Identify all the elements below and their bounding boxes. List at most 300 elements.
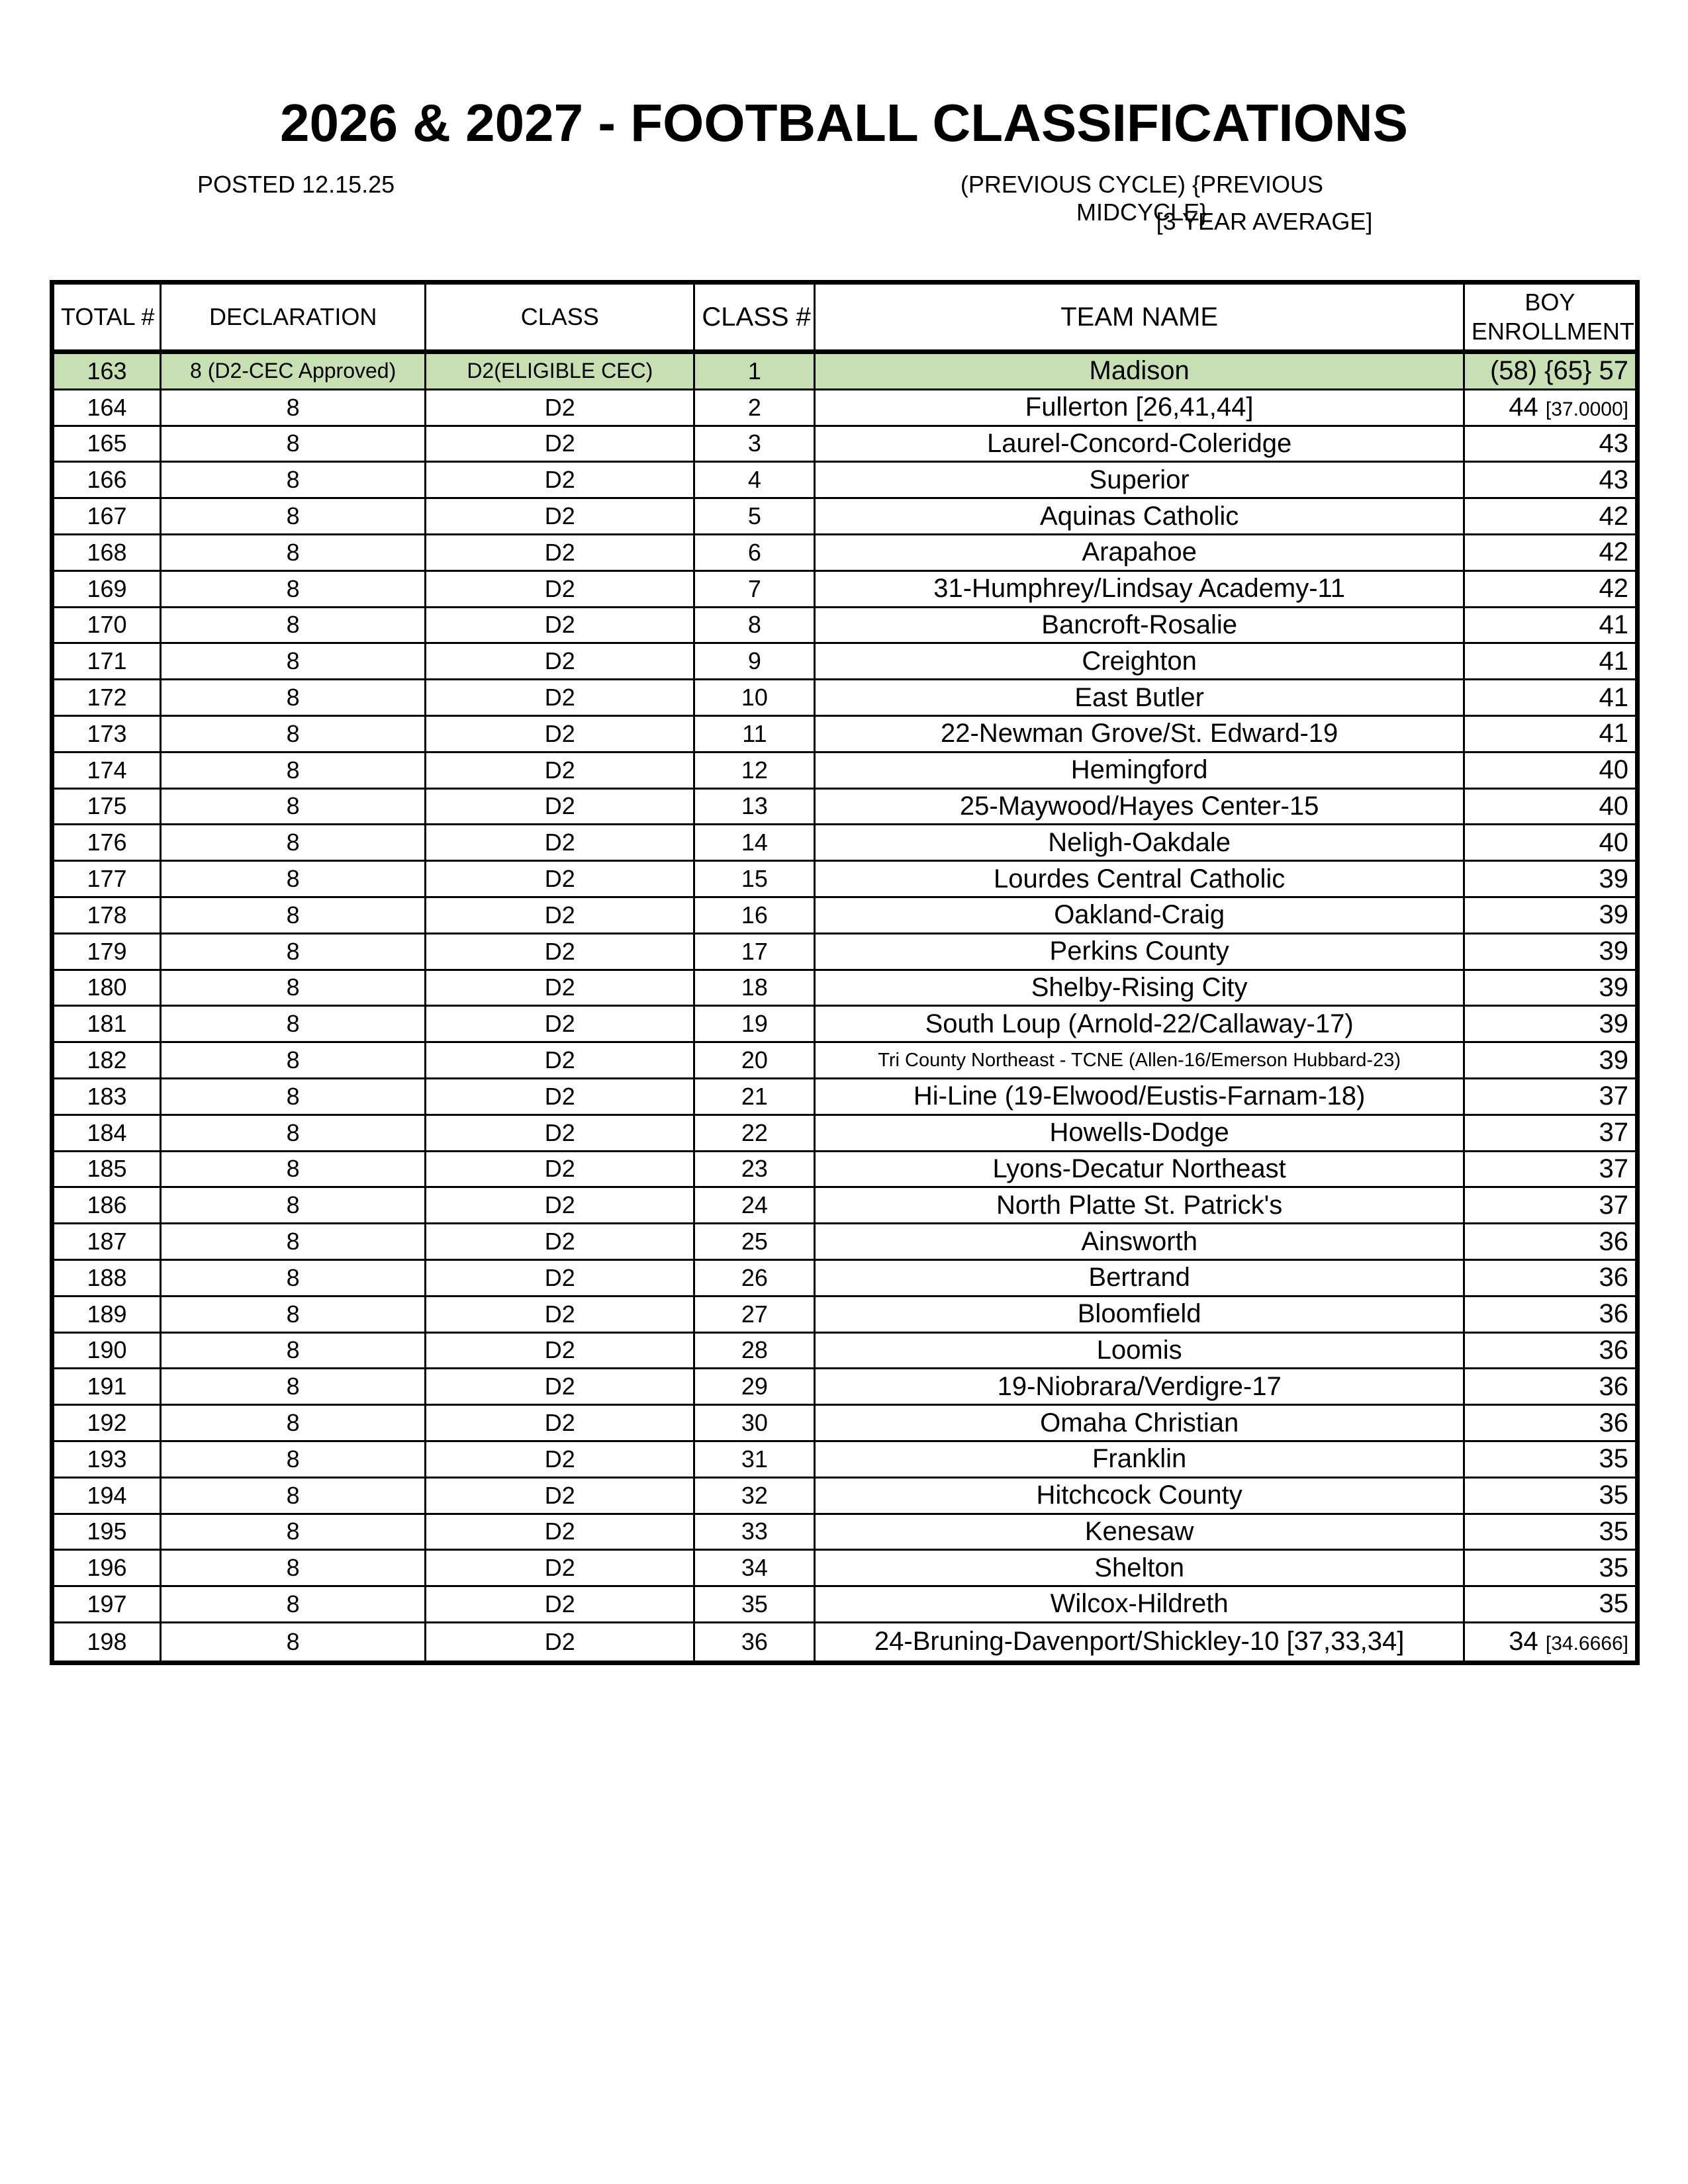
cell-enrollment bbox=[1464, 861, 1637, 897]
enrollment-value: 35 bbox=[1599, 1589, 1628, 1619]
cell-class-num: 2 bbox=[694, 389, 815, 426]
cell-team-name: Bertrand bbox=[815, 1259, 1464, 1296]
table-row bbox=[52, 1477, 1638, 1514]
cell-class: D2 bbox=[426, 970, 694, 1006]
cell-total: 175 bbox=[52, 788, 161, 825]
cell-team-name: South Loup (Arnold-22/Callaway-17) bbox=[815, 1006, 1464, 1042]
cell-total: 170 bbox=[52, 607, 161, 643]
enrollment-value: 37 bbox=[1599, 1118, 1628, 1148]
cell-class: D2 bbox=[426, 426, 694, 462]
cell-team-name: Bloomfield bbox=[815, 1296, 1464, 1332]
cell-team-name: Lourdes Central Catholic bbox=[815, 861, 1464, 897]
cell-team-name: Aquinas Catholic bbox=[815, 498, 1464, 535]
col-declaration-header: DECLARATION bbox=[161, 283, 426, 352]
cell-declaration: 8 bbox=[161, 570, 426, 607]
cell-class-num: 21 bbox=[694, 1078, 815, 1115]
cell-class: D2 bbox=[426, 1332, 694, 1369]
table-row bbox=[52, 1405, 1638, 1441]
cell-total: 172 bbox=[52, 680, 161, 716]
table-row bbox=[52, 1332, 1638, 1369]
cell-class: D2 bbox=[426, 752, 694, 788]
enrollment-value: 35 bbox=[1599, 1516, 1628, 1546]
cell-class: D2 bbox=[426, 1224, 694, 1260]
cell-team-name: 31-Humphrey/Lindsay Academy-11 bbox=[815, 570, 1464, 607]
table-row bbox=[52, 1259, 1638, 1296]
cell-total: 193 bbox=[52, 1441, 161, 1477]
table-row bbox=[52, 1151, 1638, 1187]
cell-class-num: 22 bbox=[694, 1115, 815, 1151]
cell-declaration: 8 bbox=[161, 534, 426, 570]
cell-enrollment bbox=[1464, 534, 1637, 570]
cell-declaration: 8 bbox=[161, 1405, 426, 1441]
cell-total: 186 bbox=[52, 1187, 161, 1224]
enrollment-value: 39 bbox=[1599, 1009, 1628, 1038]
cell-enrollment bbox=[1464, 1006, 1637, 1042]
cell-total: 166 bbox=[52, 462, 161, 498]
enrollment-value: 40 bbox=[1599, 827, 1628, 857]
enrollment-value: 36 bbox=[1599, 1226, 1628, 1256]
cell-class-num: 7 bbox=[694, 570, 815, 607]
cell-total: 181 bbox=[52, 1006, 161, 1042]
cell-total: 183 bbox=[52, 1078, 161, 1115]
cell-team-name: Arapahoe bbox=[815, 534, 1464, 570]
table-body bbox=[52, 352, 1638, 1663]
cell-class-num: 12 bbox=[694, 752, 815, 788]
enrollment-value: 39 bbox=[1599, 864, 1628, 893]
col-enrollment-header-line2: ENROLLMENT bbox=[1471, 318, 1634, 345]
cell-total: 198 bbox=[52, 1622, 161, 1662]
cell-total: 191 bbox=[52, 1369, 161, 1405]
legend-average-wrap bbox=[894, 208, 1635, 236]
enrollment-value: 41 bbox=[1599, 719, 1628, 749]
table-row bbox=[52, 643, 1638, 680]
cell-class-num: 33 bbox=[694, 1514, 815, 1550]
enrollment-value: 43 bbox=[1599, 428, 1628, 458]
cell-enrollment bbox=[1464, 897, 1637, 933]
table-row bbox=[52, 462, 1638, 498]
cell-total: 182 bbox=[52, 1042, 161, 1079]
cell-class-num: 32 bbox=[694, 1477, 815, 1514]
cell-class: D2 bbox=[426, 1006, 694, 1042]
cell-total: 190 bbox=[52, 1332, 161, 1369]
enrollment-value: 42 bbox=[1599, 537, 1628, 567]
cell-team-name: Hi-Line (19-Elwood/Eustis-Farnam-18) bbox=[815, 1078, 1464, 1115]
table-row bbox=[52, 933, 1638, 970]
cell-enrollment bbox=[1464, 1550, 1637, 1586]
cell-total: 173 bbox=[52, 715, 161, 752]
table-row bbox=[52, 1042, 1638, 1079]
cell-class-num: 6 bbox=[694, 534, 815, 570]
cell-declaration: 8 bbox=[161, 680, 426, 716]
enrollment-value: 42 bbox=[1599, 501, 1628, 531]
cell-class: D2 bbox=[426, 534, 694, 570]
cell-team-name: Shelby-Rising City bbox=[815, 970, 1464, 1006]
cell-class: D2 bbox=[426, 715, 694, 752]
cell-class: D2 bbox=[426, 1550, 694, 1586]
cell-declaration: 8 bbox=[161, 1224, 426, 1260]
cell-enrollment bbox=[1464, 462, 1637, 498]
table-row bbox=[52, 1441, 1638, 1477]
cell-class: D2 bbox=[426, 1115, 694, 1151]
cell-enrollment bbox=[1464, 970, 1637, 1006]
cell-total: 168 bbox=[52, 534, 161, 570]
cell-class: D2 bbox=[426, 1477, 694, 1514]
cell-declaration: 8 bbox=[161, 1259, 426, 1296]
cell-enrollment bbox=[1464, 1405, 1637, 1441]
cell-class: D2 bbox=[426, 607, 694, 643]
cell-enrollment bbox=[1464, 1078, 1637, 1115]
posted-date: POSTED 12.15.25 bbox=[197, 171, 395, 198]
table-row bbox=[52, 825, 1638, 861]
cell-team-name: Oakland-Craig bbox=[815, 897, 1464, 933]
enrollment-value: 34 bbox=[1509, 1627, 1538, 1657]
cell-declaration: 8 bbox=[161, 1187, 426, 1224]
cell-declaration: 8 bbox=[161, 752, 426, 788]
cell-team-name: Laurel-Concord-Coleridge bbox=[815, 426, 1464, 462]
cell-team-name: 24-Bruning-Davenport/Shickley-10 [37,33,34] bbox=[815, 1622, 1464, 1662]
cell-enrollment bbox=[1464, 607, 1637, 643]
cell-enrollment bbox=[1464, 680, 1637, 716]
cell-class: D2 bbox=[426, 1259, 694, 1296]
cell-class: D2 bbox=[426, 643, 694, 680]
cell-class-num: 18 bbox=[694, 970, 815, 1006]
cell-enrollment bbox=[1464, 1296, 1637, 1332]
cell-total: 185 bbox=[52, 1151, 161, 1187]
enrollment-value: 36 bbox=[1599, 1335, 1628, 1365]
cell-total: 178 bbox=[52, 897, 161, 933]
cell-class-num: 27 bbox=[694, 1296, 815, 1332]
cell-declaration: 8 bbox=[161, 426, 426, 462]
table-row bbox=[52, 389, 1638, 426]
table-row bbox=[52, 680, 1638, 716]
cell-declaration: 8 bbox=[161, 1477, 426, 1514]
col-enrollment-header bbox=[1464, 283, 1637, 352]
enrollment-value: 37 bbox=[1599, 1154, 1628, 1183]
page-title: 2026 & 2027 - FOOTBALL CLASSIFICATIONS bbox=[279, 93, 1409, 152]
cell-total: 163 bbox=[52, 352, 161, 390]
cell-declaration: 8 bbox=[161, 1369, 426, 1405]
enrollment-value: 42 bbox=[1599, 574, 1628, 604]
cell-team-name: Creighton bbox=[815, 643, 1464, 680]
cell-total: 188 bbox=[52, 1259, 161, 1296]
cell-total: 187 bbox=[52, 1224, 161, 1260]
cell-class-num: 3 bbox=[694, 426, 815, 462]
cell-total: 195 bbox=[52, 1514, 161, 1550]
cell-class-num: 15 bbox=[694, 861, 815, 897]
cell-class-num: 19 bbox=[694, 1006, 815, 1042]
legend-previous: (PREVIOUS CYCLE) {PREVIOUS MIDCYCLE} bbox=[960, 171, 1324, 226]
cell-team-name: Lyons-Decatur Northeast bbox=[815, 1151, 1464, 1187]
cell-team-name: 22-Newman Grove/St. Edward-19 bbox=[815, 715, 1464, 752]
cell-declaration: 8 bbox=[161, 643, 426, 680]
cell-team-name: Hemingford bbox=[815, 752, 1464, 788]
cell-class: D2 bbox=[426, 861, 694, 897]
enrollment-value: 39 bbox=[1599, 900, 1628, 930]
cell-enrollment bbox=[1464, 1332, 1637, 1369]
enrollment-value: 40 bbox=[1599, 755, 1628, 785]
cell-team-name: Fullerton [26,41,44] bbox=[815, 389, 1464, 426]
enrollment-value: 36 bbox=[1599, 1299, 1628, 1329]
cell-declaration: 8 bbox=[161, 1078, 426, 1115]
cell-team-name: East Butler bbox=[815, 680, 1464, 716]
cell-class: D2 bbox=[426, 1622, 694, 1662]
cell-team-name: Franklin bbox=[815, 1441, 1464, 1477]
enrollment-average: [34.6666] bbox=[1545, 1633, 1628, 1655]
cell-team-name: Howells-Dodge bbox=[815, 1115, 1464, 1151]
enrollment-value: 39 bbox=[1599, 1045, 1628, 1075]
cell-class: D2 bbox=[426, 1405, 694, 1441]
table-row bbox=[52, 897, 1638, 933]
cell-team-name: Madison bbox=[815, 352, 1464, 390]
enrollment-value: 41 bbox=[1599, 682, 1628, 712]
cell-total: 177 bbox=[52, 861, 161, 897]
col-class-num-header: CLASS # bbox=[694, 283, 815, 352]
cell-team-name: Tri County Northeast - TCNE (Allen-16/Emerson Hubbard-23) bbox=[815, 1042, 1464, 1079]
cell-declaration: 8 bbox=[161, 861, 426, 897]
cell-declaration: 8 bbox=[161, 1514, 426, 1550]
enrollment-value: 44 bbox=[1509, 392, 1538, 422]
cell-total: 176 bbox=[52, 825, 161, 861]
cell-enrollment bbox=[1464, 1514, 1637, 1550]
enrollment-value: 41 bbox=[1599, 646, 1628, 676]
cell-total: 197 bbox=[52, 1586, 161, 1623]
cell-class-num: 5 bbox=[694, 498, 815, 535]
table-row bbox=[52, 1514, 1638, 1550]
cell-enrollment bbox=[1464, 1369, 1637, 1405]
enrollment-value: (58) {65} 57 bbox=[1489, 356, 1628, 386]
cell-class-num: 35 bbox=[694, 1586, 815, 1623]
cell-class: D2 bbox=[426, 462, 694, 498]
cell-team-name: Wilcox-Hildreth bbox=[815, 1586, 1464, 1623]
cell-enrollment bbox=[1464, 352, 1637, 390]
cell-class: D2 bbox=[426, 1441, 694, 1477]
cell-declaration: 8 bbox=[161, 1296, 426, 1332]
cell-declaration: 8 (D2-CEC Approved) bbox=[161, 352, 426, 390]
cell-total: 196 bbox=[52, 1550, 161, 1586]
cell-declaration: 8 bbox=[161, 498, 426, 535]
cell-class-num: 20 bbox=[694, 1042, 815, 1079]
cell-enrollment bbox=[1464, 1187, 1637, 1224]
cell-total: 171 bbox=[52, 643, 161, 680]
table-row bbox=[52, 1296, 1638, 1332]
cell-team-name: North Platte St. Patrick's bbox=[815, 1187, 1464, 1224]
cell-team-name: Hitchcock County bbox=[815, 1477, 1464, 1514]
table-row bbox=[52, 1622, 1638, 1662]
cell-class-num: 31 bbox=[694, 1441, 815, 1477]
table-row bbox=[52, 352, 1638, 390]
cell-enrollment bbox=[1464, 825, 1637, 861]
cell-enrollment bbox=[1464, 1115, 1637, 1151]
cell-enrollment bbox=[1464, 752, 1637, 788]
cell-enrollment bbox=[1464, 1441, 1637, 1477]
cell-enrollment bbox=[1464, 1586, 1637, 1623]
table-row bbox=[52, 752, 1638, 788]
table-row bbox=[52, 861, 1638, 897]
cell-enrollment bbox=[1464, 1259, 1637, 1296]
col-class-header: CLASS bbox=[426, 283, 694, 352]
col-enrollment-header-line1: BOY bbox=[1524, 289, 1575, 316]
cell-class-num: 29 bbox=[694, 1369, 815, 1405]
cell-enrollment bbox=[1464, 1042, 1637, 1079]
cell-class-num: 16 bbox=[694, 897, 815, 933]
cell-team-name: Ainsworth bbox=[815, 1224, 1464, 1260]
cell-declaration: 8 bbox=[161, 1042, 426, 1079]
cell-declaration: 8 bbox=[161, 788, 426, 825]
cell-class-num: 28 bbox=[694, 1332, 815, 1369]
cell-enrollment bbox=[1464, 1224, 1637, 1260]
table-row bbox=[52, 607, 1638, 643]
cell-declaration: 8 bbox=[161, 1006, 426, 1042]
cell-class: D2 bbox=[426, 570, 694, 607]
cell-total: 167 bbox=[52, 498, 161, 535]
cell-class-num: 34 bbox=[694, 1550, 815, 1586]
cell-class-num: 36 bbox=[694, 1622, 815, 1662]
cell-team-name: Loomis bbox=[815, 1332, 1464, 1369]
enrollment-value: 39 bbox=[1599, 936, 1628, 966]
table-row bbox=[52, 1006, 1638, 1042]
cell-total: 165 bbox=[52, 426, 161, 462]
table-row bbox=[52, 1586, 1638, 1623]
cell-class-num: 1 bbox=[694, 352, 815, 390]
cell-enrollment bbox=[1464, 1622, 1637, 1662]
cell-enrollment bbox=[1464, 1151, 1637, 1187]
cell-declaration: 8 bbox=[161, 389, 426, 426]
cell-total: 174 bbox=[52, 752, 161, 788]
classification-table bbox=[50, 280, 1640, 1665]
cell-total: 189 bbox=[52, 1296, 161, 1332]
enrollment-value: 36 bbox=[1599, 1263, 1628, 1293]
enrollment-value: 35 bbox=[1599, 1480, 1628, 1510]
cell-enrollment bbox=[1464, 788, 1637, 825]
cell-team-name: 19-Niobrara/Verdigre-17 bbox=[815, 1369, 1464, 1405]
cell-declaration: 8 bbox=[161, 1586, 426, 1623]
cell-enrollment bbox=[1464, 498, 1637, 535]
cell-enrollment bbox=[1464, 426, 1637, 462]
cell-class: D2 bbox=[426, 1369, 694, 1405]
cell-class: D2 bbox=[426, 897, 694, 933]
table-row bbox=[52, 788, 1638, 825]
cell-enrollment bbox=[1464, 570, 1637, 607]
cell-class: D2 bbox=[426, 788, 694, 825]
cell-total: 169 bbox=[52, 570, 161, 607]
cell-enrollment bbox=[1464, 715, 1637, 752]
cell-declaration: 8 bbox=[161, 1332, 426, 1369]
cell-class-num: 10 bbox=[694, 680, 815, 716]
cell-class-num: 11 bbox=[694, 715, 815, 752]
cell-class: D2 bbox=[426, 1187, 694, 1224]
cell-team-name: Perkins County bbox=[815, 933, 1464, 970]
cell-team-name: Kenesaw bbox=[815, 1514, 1464, 1550]
cell-class-num: 26 bbox=[694, 1259, 815, 1296]
legend-average: [3 YEAR AVERAGE] bbox=[1156, 208, 1373, 235]
cell-class-num: 25 bbox=[694, 1224, 815, 1260]
cell-declaration: 8 bbox=[161, 1622, 426, 1662]
cell-class-num: 8 bbox=[694, 607, 815, 643]
col-team-header: TEAM NAME bbox=[815, 283, 1464, 352]
cell-class-num: 24 bbox=[694, 1187, 815, 1224]
cell-class-num: 9 bbox=[694, 643, 815, 680]
cell-class-num: 4 bbox=[694, 462, 815, 498]
cell-declaration: 8 bbox=[161, 1550, 426, 1586]
cell-total: 184 bbox=[52, 1115, 161, 1151]
cell-class: D2 bbox=[426, 1586, 694, 1623]
cell-team-name: Superior bbox=[815, 462, 1464, 498]
table-row bbox=[52, 570, 1638, 607]
cell-declaration: 8 bbox=[161, 607, 426, 643]
cell-total: 180 bbox=[52, 970, 161, 1006]
cell-class-num: 13 bbox=[694, 788, 815, 825]
enrollment-value: 37 bbox=[1599, 1190, 1628, 1220]
cell-team-name: Bancroft-Rosalie bbox=[815, 607, 1464, 643]
table-row bbox=[52, 426, 1638, 462]
cell-enrollment bbox=[1464, 643, 1637, 680]
cell-class: D2 bbox=[426, 680, 694, 716]
table-row bbox=[52, 1224, 1638, 1260]
table-row bbox=[52, 534, 1638, 570]
table-row bbox=[52, 970, 1638, 1006]
cell-declaration: 8 bbox=[161, 1115, 426, 1151]
enrollment-value: 37 bbox=[1599, 1081, 1628, 1111]
cell-declaration: 8 bbox=[161, 933, 426, 970]
enrollment-value: 35 bbox=[1599, 1444, 1628, 1474]
cell-enrollment bbox=[1464, 933, 1637, 970]
table-row bbox=[52, 498, 1638, 535]
cell-total: 192 bbox=[52, 1405, 161, 1441]
cell-declaration: 8 bbox=[161, 1441, 426, 1477]
enrollment-average: [37.0000] bbox=[1545, 398, 1628, 421]
cell-team-name: 25-Maywood/Hayes Center-15 bbox=[815, 788, 1464, 825]
table-row bbox=[52, 715, 1638, 752]
cell-declaration: 8 bbox=[161, 970, 426, 1006]
cell-class-num: 17 bbox=[694, 933, 815, 970]
table-row bbox=[52, 1115, 1638, 1151]
cell-enrollment bbox=[1464, 1477, 1637, 1514]
cell-class: D2(ELIGIBLE CEC) bbox=[426, 352, 694, 390]
cell-declaration: 8 bbox=[161, 1151, 426, 1187]
table-row bbox=[52, 1550, 1638, 1586]
enrollment-value: 35 bbox=[1599, 1553, 1628, 1582]
cell-team-name: Omaha Christian bbox=[815, 1405, 1464, 1441]
table-row bbox=[52, 1187, 1638, 1224]
cell-class: D2 bbox=[426, 389, 694, 426]
cell-class: D2 bbox=[426, 825, 694, 861]
cell-class: D2 bbox=[426, 1514, 694, 1550]
cell-total: 194 bbox=[52, 1477, 161, 1514]
cell-class: D2 bbox=[426, 1296, 694, 1332]
cell-enrollment bbox=[1464, 389, 1637, 426]
enrollment-value: 36 bbox=[1599, 1371, 1628, 1401]
enrollment-value: 39 bbox=[1599, 972, 1628, 1002]
cell-total: 164 bbox=[52, 389, 161, 426]
cell-class: D2 bbox=[426, 1042, 694, 1079]
cell-class-num: 30 bbox=[694, 1405, 815, 1441]
cell-team-name: Shelton bbox=[815, 1550, 1464, 1586]
cell-class: D2 bbox=[426, 1078, 694, 1115]
col-total-header: TOTAL # bbox=[52, 283, 161, 352]
table-row bbox=[52, 1078, 1638, 1115]
cell-class: D2 bbox=[426, 1151, 694, 1187]
enrollment-value: 40 bbox=[1599, 791, 1628, 821]
enrollment-value: 36 bbox=[1599, 1408, 1628, 1437]
enrollment-value: 41 bbox=[1599, 610, 1628, 639]
table-row bbox=[52, 1369, 1638, 1405]
cell-declaration: 8 bbox=[161, 897, 426, 933]
cell-declaration: 8 bbox=[161, 462, 426, 498]
cell-total: 179 bbox=[52, 933, 161, 970]
enrollment-value: 43 bbox=[1599, 465, 1628, 494]
cell-class-num: 23 bbox=[694, 1151, 815, 1187]
cell-declaration: 8 bbox=[161, 825, 426, 861]
